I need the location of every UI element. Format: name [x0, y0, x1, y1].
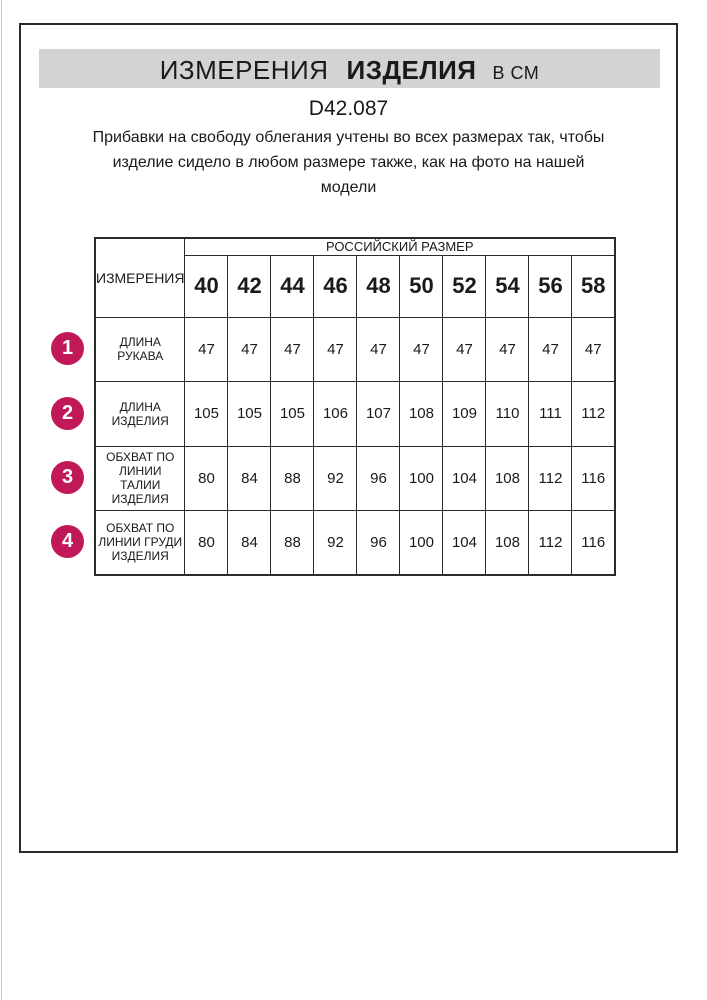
cell-value: 108: [486, 446, 529, 510]
cell-value: 92: [314, 446, 357, 510]
cell-value: 96: [357, 446, 400, 510]
cell-value: 47: [572, 317, 615, 381]
table-row-waist-girth: [95, 446, 615, 510]
size-header: 46: [314, 255, 357, 317]
row-number-badge: 3: [51, 461, 84, 494]
fit-note-line: Прибавки на свободу облегания учтены во всех размерах так, чтобы: [92, 129, 605, 146]
row-number-badge: 2: [51, 397, 84, 430]
cell-value: 88: [271, 446, 314, 510]
cell-value: 47: [486, 317, 529, 381]
cell-value: 106: [314, 381, 357, 446]
row-number-badge: 4: [51, 525, 84, 558]
measurements-header: ИЗМЕРЕНИЯ: [95, 238, 185, 317]
cell-value: 112: [572, 381, 615, 446]
cell-value: 47: [357, 317, 400, 381]
cell-value: 100: [400, 510, 443, 575]
cell-value: 84: [228, 446, 271, 510]
fit-note-line: модели: [320, 179, 377, 196]
page-title-unit: В СМ: [492, 63, 540, 83]
cell-value: 88: [271, 510, 314, 575]
row-label: ОБХВАТ ПО ЛИНИИ ГРУДИ ИЗДЕЛИЯ: [95, 510, 185, 575]
cell-value: 107: [357, 381, 400, 446]
cell-value: 92: [314, 510, 357, 575]
cell-value: 47: [400, 317, 443, 381]
size-header: 58: [572, 255, 615, 317]
table-row-chest-girth: [95, 510, 615, 575]
table-row-item-length: [95, 381, 615, 446]
cell-value: 105: [185, 381, 228, 446]
cell-value: 108: [486, 510, 529, 575]
table-row-sleeve-length: [95, 317, 615, 381]
size-header: 40: [185, 255, 228, 317]
cell-value: 47: [314, 317, 357, 381]
size-header: 52: [443, 255, 486, 317]
size-header: 56: [529, 255, 572, 317]
row-number-badge: 1: [51, 332, 84, 365]
cell-value: 47: [271, 317, 314, 381]
cell-value: 100: [400, 446, 443, 510]
fit-note: [21, 125, 676, 200]
page-title-secondary: ИЗДЕЛИЯ: [346, 55, 477, 85]
cell-value: 80: [185, 446, 228, 510]
size-header: 44: [271, 255, 314, 317]
size-group-header: РОССИЙСКИЙ РАЗМЕР: [185, 238, 615, 255]
cell-value: 111: [529, 381, 572, 446]
cell-value: 108: [400, 381, 443, 446]
fit-note-line: изделие сидело в любом размере также, как на фото на нашей: [112, 154, 585, 171]
size-header: 50: [400, 255, 443, 317]
cell-value: 84: [228, 510, 271, 575]
size-table: [94, 237, 616, 576]
cell-value: 47: [443, 317, 486, 381]
scan-edge-artifact: [1, 0, 2, 1000]
cell-value: 112: [529, 446, 572, 510]
page-title-main: ИЗМЕРЕНИЯ: [159, 55, 329, 85]
cell-value: 116: [572, 510, 615, 575]
cell-value: 109: [443, 381, 486, 446]
cell-value: 96: [357, 510, 400, 575]
product-code: D42.087: [308, 97, 389, 120]
cell-value: 105: [271, 381, 314, 446]
row-label: ДЛИНА РУКАВА: [95, 317, 185, 381]
size-header: 54: [486, 255, 529, 317]
size-header: 48: [357, 255, 400, 317]
cell-value: 47: [185, 317, 228, 381]
cell-value: 110: [486, 381, 529, 446]
cell-value: 105: [228, 381, 271, 446]
cell-value: 112: [529, 510, 572, 575]
cell-value: 116: [572, 446, 615, 510]
title-band: [39, 49, 660, 88]
cell-value: 47: [228, 317, 271, 381]
cell-value: 104: [443, 510, 486, 575]
page-border: [19, 23, 678, 853]
row-label: ОБХВАТ ПО ЛИНИИ ТАЛИИ ИЗДЕЛИЯ: [95, 446, 185, 510]
row-label: ДЛИНА ИЗДЕЛИЯ: [95, 381, 185, 446]
size-header: 42: [228, 255, 271, 317]
cell-value: 47: [529, 317, 572, 381]
cell-value: 104: [443, 446, 486, 510]
cell-value: 80: [185, 510, 228, 575]
